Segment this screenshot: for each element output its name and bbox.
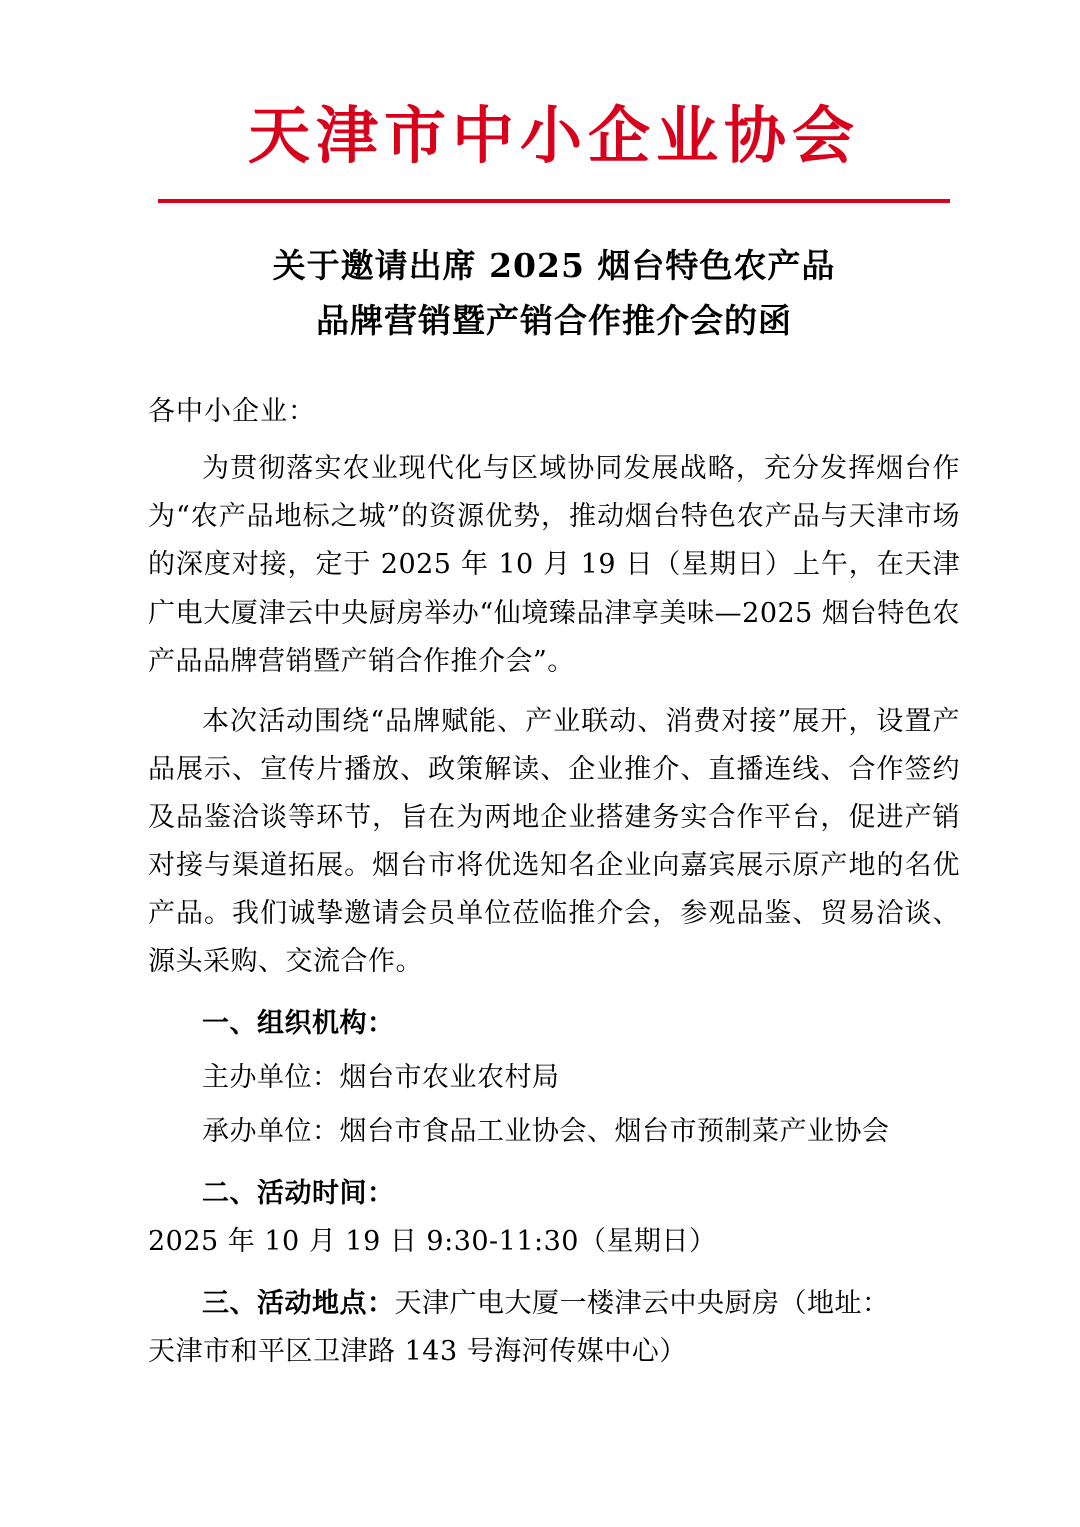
page-title-line-1: 关于邀请出席 2025 烟台特色农产品 <box>272 246 836 286</box>
letterhead-divider <box>158 199 950 203</box>
section-venue-value: 天津广电大厦一楼津云中央厨房（地址： <box>394 1288 890 1320</box>
body-paragraph-2: 本次活动围绕“品牌赋能、产业联动、消费对接”展开，设置产品展示、宣传片播放、政策解读、企业推介、直播连线、合作签约及品鉴洽谈等环节，旨在为两地企业搭建务实合作平台，促进产销对接与渠道拓展。烟台市将优选知名企业向嘉宾展示原产地的名优产品。我们诚挚邀请会员单位莅临推介会，参观品鉴、贸易洽谈、源头采购、交流合作。 <box>148 705 960 977</box>
section-organizers-host: 主办单位：烟台市农业农村局 <box>202 1061 560 1093</box>
salutation: 各中小企业： <box>148 396 316 428</box>
section-time-label: 二、活动时间： <box>202 1178 395 1210</box>
section-organizers <box>148 1000 960 1048</box>
page-title-line-2: 品牌营销暨产销合作推介会的函 <box>316 300 792 340</box>
section-venue <box>148 1280 960 1328</box>
section-time-value: 2025 年 10 月 19 日 9:30-11:30（星期日） <box>148 1226 717 1258</box>
section-time <box>148 1170 960 1266</box>
page-title <box>188 239 920 348</box>
letterhead-organization: 天津市中小企业协会 <box>247 99 860 172</box>
body-paragraph-1: 为贯彻落实农业现代化与区域协同发展战略，充分发挥烟台作为“农产品地标之城”的资源优势，推动烟台特色农产品与天津市场的深度对接，定于 2025 年 10 月 19 日（星期日）上午，在天津广电大厦津云中央厨房举办“仙境臻品津享美味—2025 烟台特色农产品品牌营销暨产销合作推介会”。 <box>148 453 960 677</box>
section-organizers-coorganizer: 承办单位：烟台市食品工业协会、烟台市预制菜产业协会 <box>202 1115 890 1147</box>
section-venue-address: 天津市和平区卫津路 143 号海河传媒中心） <box>148 1336 687 1368</box>
section-venue-label: 三、活动地点： <box>202 1288 395 1320</box>
section-organizers-label: 一、组织机构： <box>202 1007 395 1039</box>
